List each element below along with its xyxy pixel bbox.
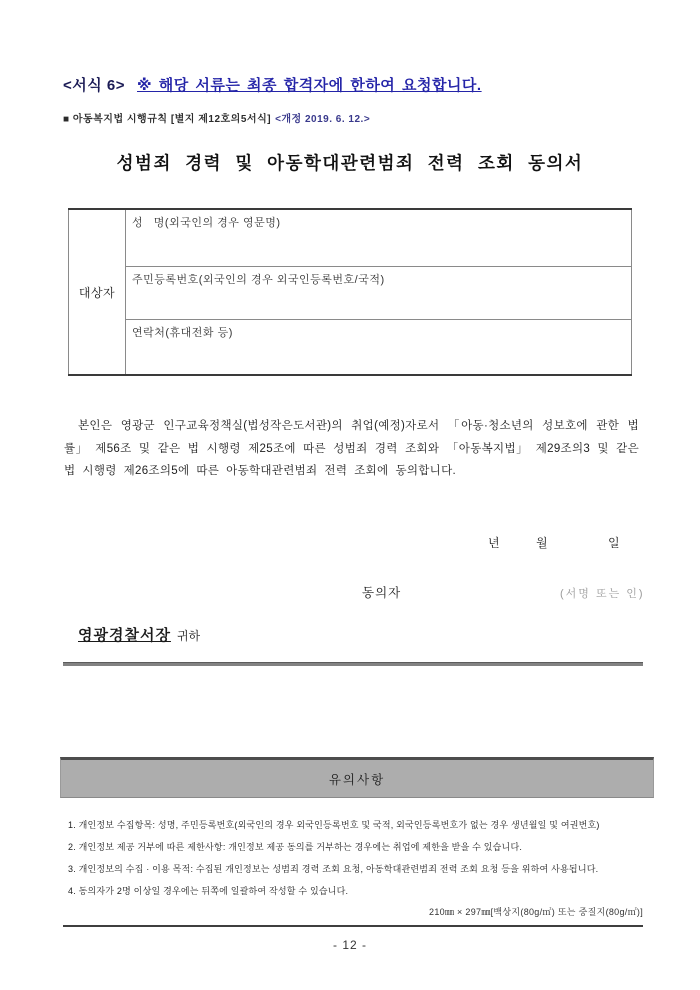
notice-item-1: 1. 개인정보 수집항목: 성명, 주민등록번호(외국인의 경우 외국인등록번호 및 국적, 외국인등록번호가 없는 경우 생년월일 및 여권번호): [68, 820, 600, 830]
name-field[interactable]: [132, 230, 625, 256]
addressee-suffix: 귀하: [176, 629, 201, 643]
notice-item-2: 2. 개인정보 제공 거부에 따른 제한사항: 개인정보 제공 동의를 거부하는 경우에는 취업에 제한을 받을 수 있습니다.: [68, 842, 523, 852]
signer-label: 동의자: [362, 586, 402, 600]
revision-date: <개정 2019. 6. 12.>: [275, 114, 371, 125]
contact-cell: [126, 319, 632, 375]
regulation-text: ■ 아동복지법 시행규칙 [별지 제12호의5서식]: [63, 114, 272, 125]
paper-spec-note: 210㎜ × 297㎜[백상지(80g/㎡) 또는 중질지(80g/㎡)]: [429, 907, 643, 917]
final-pass-notice: ※ 해당 서류는 최종 합격자에 한하여 요청합니다.: [137, 77, 482, 94]
section-divider: [63, 662, 643, 666]
form-number-label: <서식 6>: [63, 77, 126, 94]
notice-item-3: 3. 개인정보의 수집 · 이용 목적: 수집된 개인정보는 성범죄 경력 조회 요청, 아동학대관련범죄 전력 조회 요청 등을 위하여 사용됩니다.: [68, 864, 599, 874]
date-month-label: 월: [536, 536, 548, 550]
contact-label: 연락처(휴대전화 등): [132, 326, 233, 339]
notice-item-4: 4. 동의자가 2명 이상일 경우에는 뒤쪽에 일괄하여 작성할 수 있습니다.: [68, 886, 349, 896]
regulation-line: [63, 110, 370, 125]
date-day-label: 일: [608, 536, 620, 550]
name-cell: [126, 209, 632, 266]
date-year-label: 년: [488, 536, 500, 550]
table-row: [69, 266, 632, 319]
resident-id-field[interactable]: [132, 287, 625, 313]
addressee-line: [78, 624, 200, 645]
notice-section-header: 유의사항: [60, 757, 654, 798]
contact-field[interactable]: [132, 340, 625, 366]
table-row: [69, 319, 632, 375]
subject-group-cell: 대상자: [69, 209, 126, 375]
header-line: [63, 74, 637, 95]
footer-rule: [63, 925, 643, 927]
name-label: 성 명(외국인의 경우 영문명): [132, 217, 281, 229]
addressee-name: 영광경찰서장: [78, 627, 171, 644]
notice-list: [68, 814, 648, 902]
resident-id-label: 주민등록번호(외국인의 경우 외국인등록번호/국적): [132, 273, 385, 286]
consent-paragraph: 본인은 영광군 인구교육정책실(법성작은도서관)의 취업(예정)자로서 「아동·청소년의 성보호에 관한 법률」 제56조 및 같은 법 시행령 제25조에 따른 성범죄 경력 조회와 「아동복지법」 제29조의3 및 같은 법 시행령 제26조의5에 따른 아동학대관련범죄 전력 조회에 동의합니다.: [64, 420, 639, 477]
page-number: - 12 -: [332, 938, 367, 952]
resident-id-cell: [126, 266, 632, 319]
subject-table: [68, 208, 632, 376]
page-title: 성범죄 경력 및 아동학대관련범죄 전력 조회 동의서: [116, 153, 584, 173]
table-row: [69, 209, 632, 266]
signature-or-seal-note: (서명 또는 인): [560, 588, 645, 600]
